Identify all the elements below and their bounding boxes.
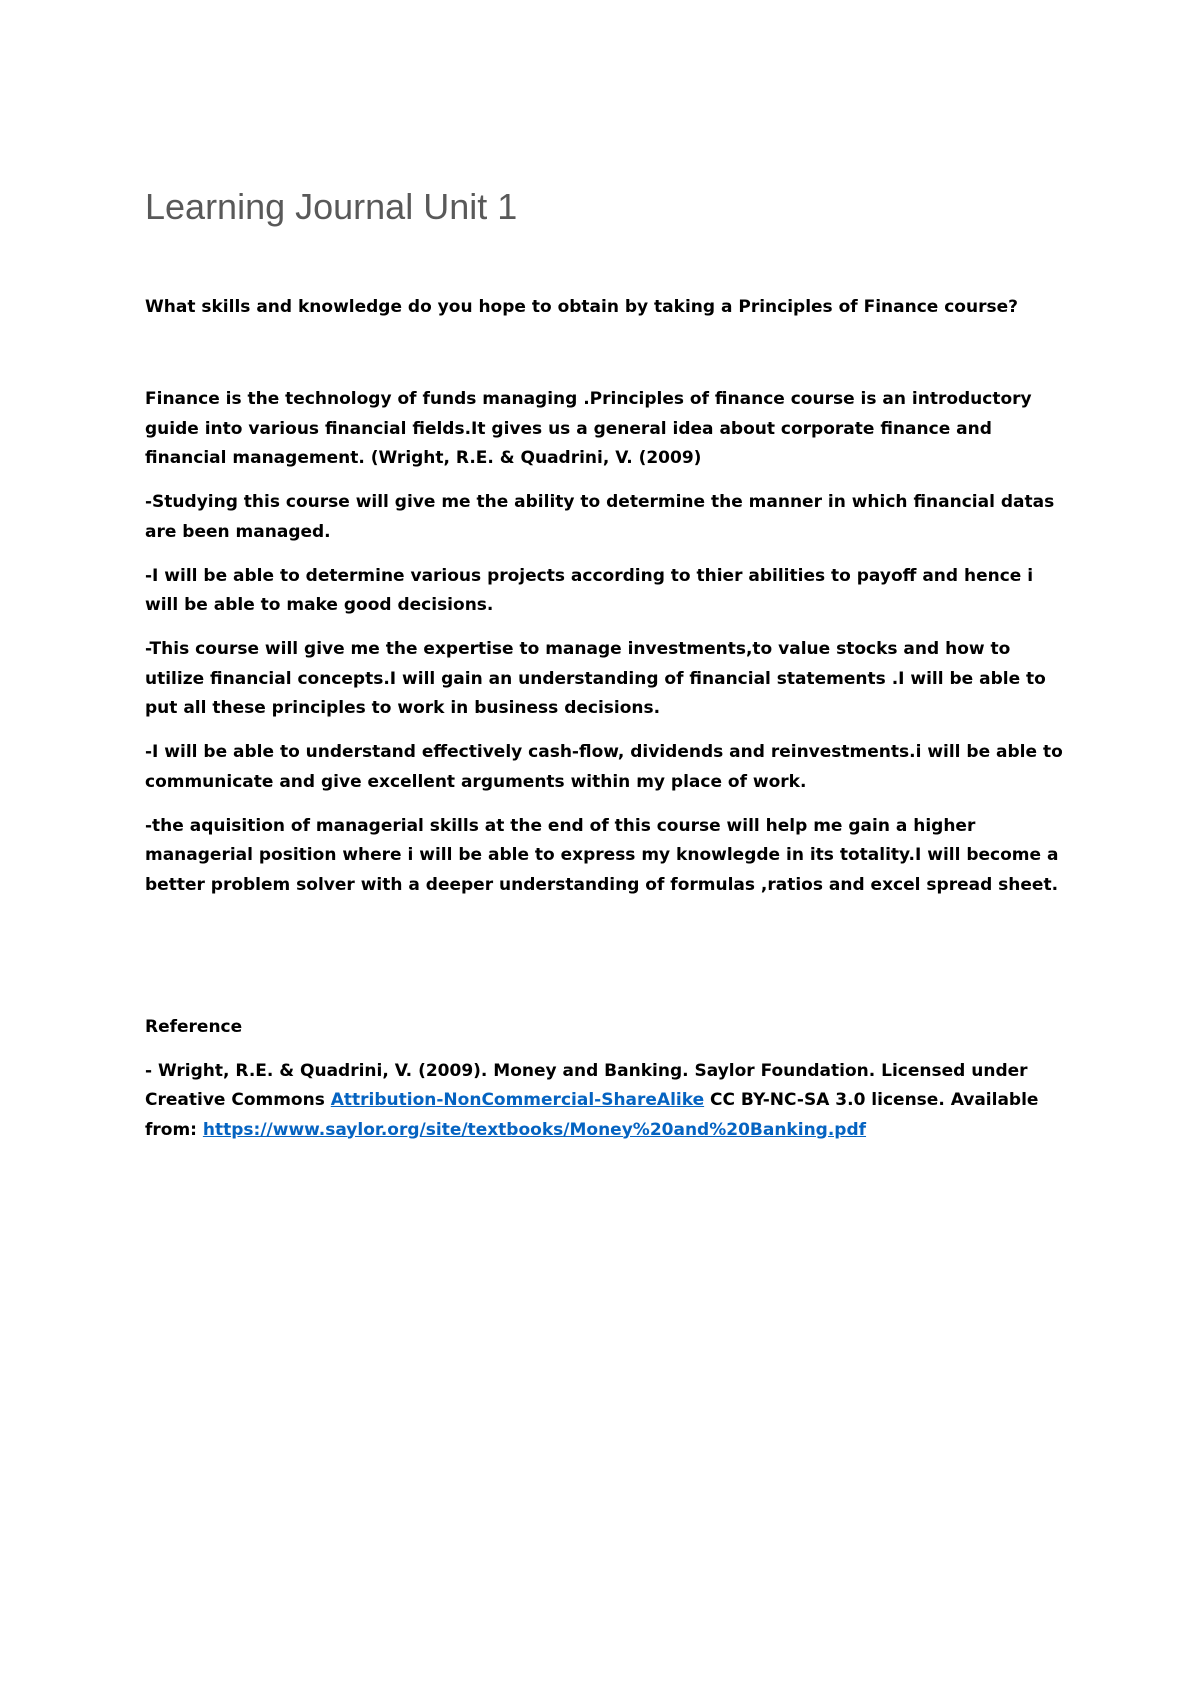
reference-section: [145, 1013, 1065, 1145]
body-paragraph-intro: Finance is the technology of funds managing .Principles of finance course is an introductory guide into various financial fields.It gives us a general idea about corporate finance and financial management. (Wright, R.E. & Quadrini, V. (2009): [145, 389, 1032, 468]
body-paragraph-managerial-skills: -the aquisition of managerial skills at the end of this course will help me gain a higher managerial position where i will be able to express my knowlegde in its totality.I will become a better problem solver with a deeper understanding of formulas ,ratios and excel spread sheet.: [145, 815, 1059, 895]
body-paragraph-projects: -I will be able to determine various projects according to thier abilities to payoff and hence i will be able to make good decisions.: [145, 565, 1034, 615]
body-paragraph-data-management: -Studying this course will give me the ability to determine the manner in which financial datas are been managed.: [145, 492, 1055, 542]
reference-heading: Reference: [145, 1017, 243, 1037]
journal-question: What skills and knowledge do you hope to obtain by taking a Principles of Finance course?: [145, 297, 1018, 317]
reference-citation-text: - Wright, R.E. & Quadrini, V. (2009). Money and Banking. Saylor Foundation. Licensed under Creative Commons: [145, 1060, 1028, 1110]
reference-license-text: CC BY-NC-SA 3.0 license. Available from:: [145, 1090, 1039, 1140]
page-title: Learning Journal Unit 1: [145, 186, 518, 227]
textbook-url-link[interactable]: https://www.saylor.org/site/textbooks/Money%20and%20Banking.pdf: [202, 1119, 867, 1140]
journal-body: [145, 385, 1065, 915]
body-paragraph-investments: -This course will give me the expertise to manage investments,to value stocks and how to utilize financial concepts.I will gain an understanding of financial statements .I will be able to put all these principles to work in business decisions.: [145, 639, 1046, 718]
body-paragraph-cash-flow: -I will be able to understand effectively cash-flow, dividends and reinvestments.i will be able to communicate and give excellent arguments within my place of work.: [145, 742, 1063, 792]
reference-entry: [145, 1057, 1065, 1146]
license-link[interactable]: Attribution-NonCommercial-ShareAlike: [330, 1090, 705, 1110]
